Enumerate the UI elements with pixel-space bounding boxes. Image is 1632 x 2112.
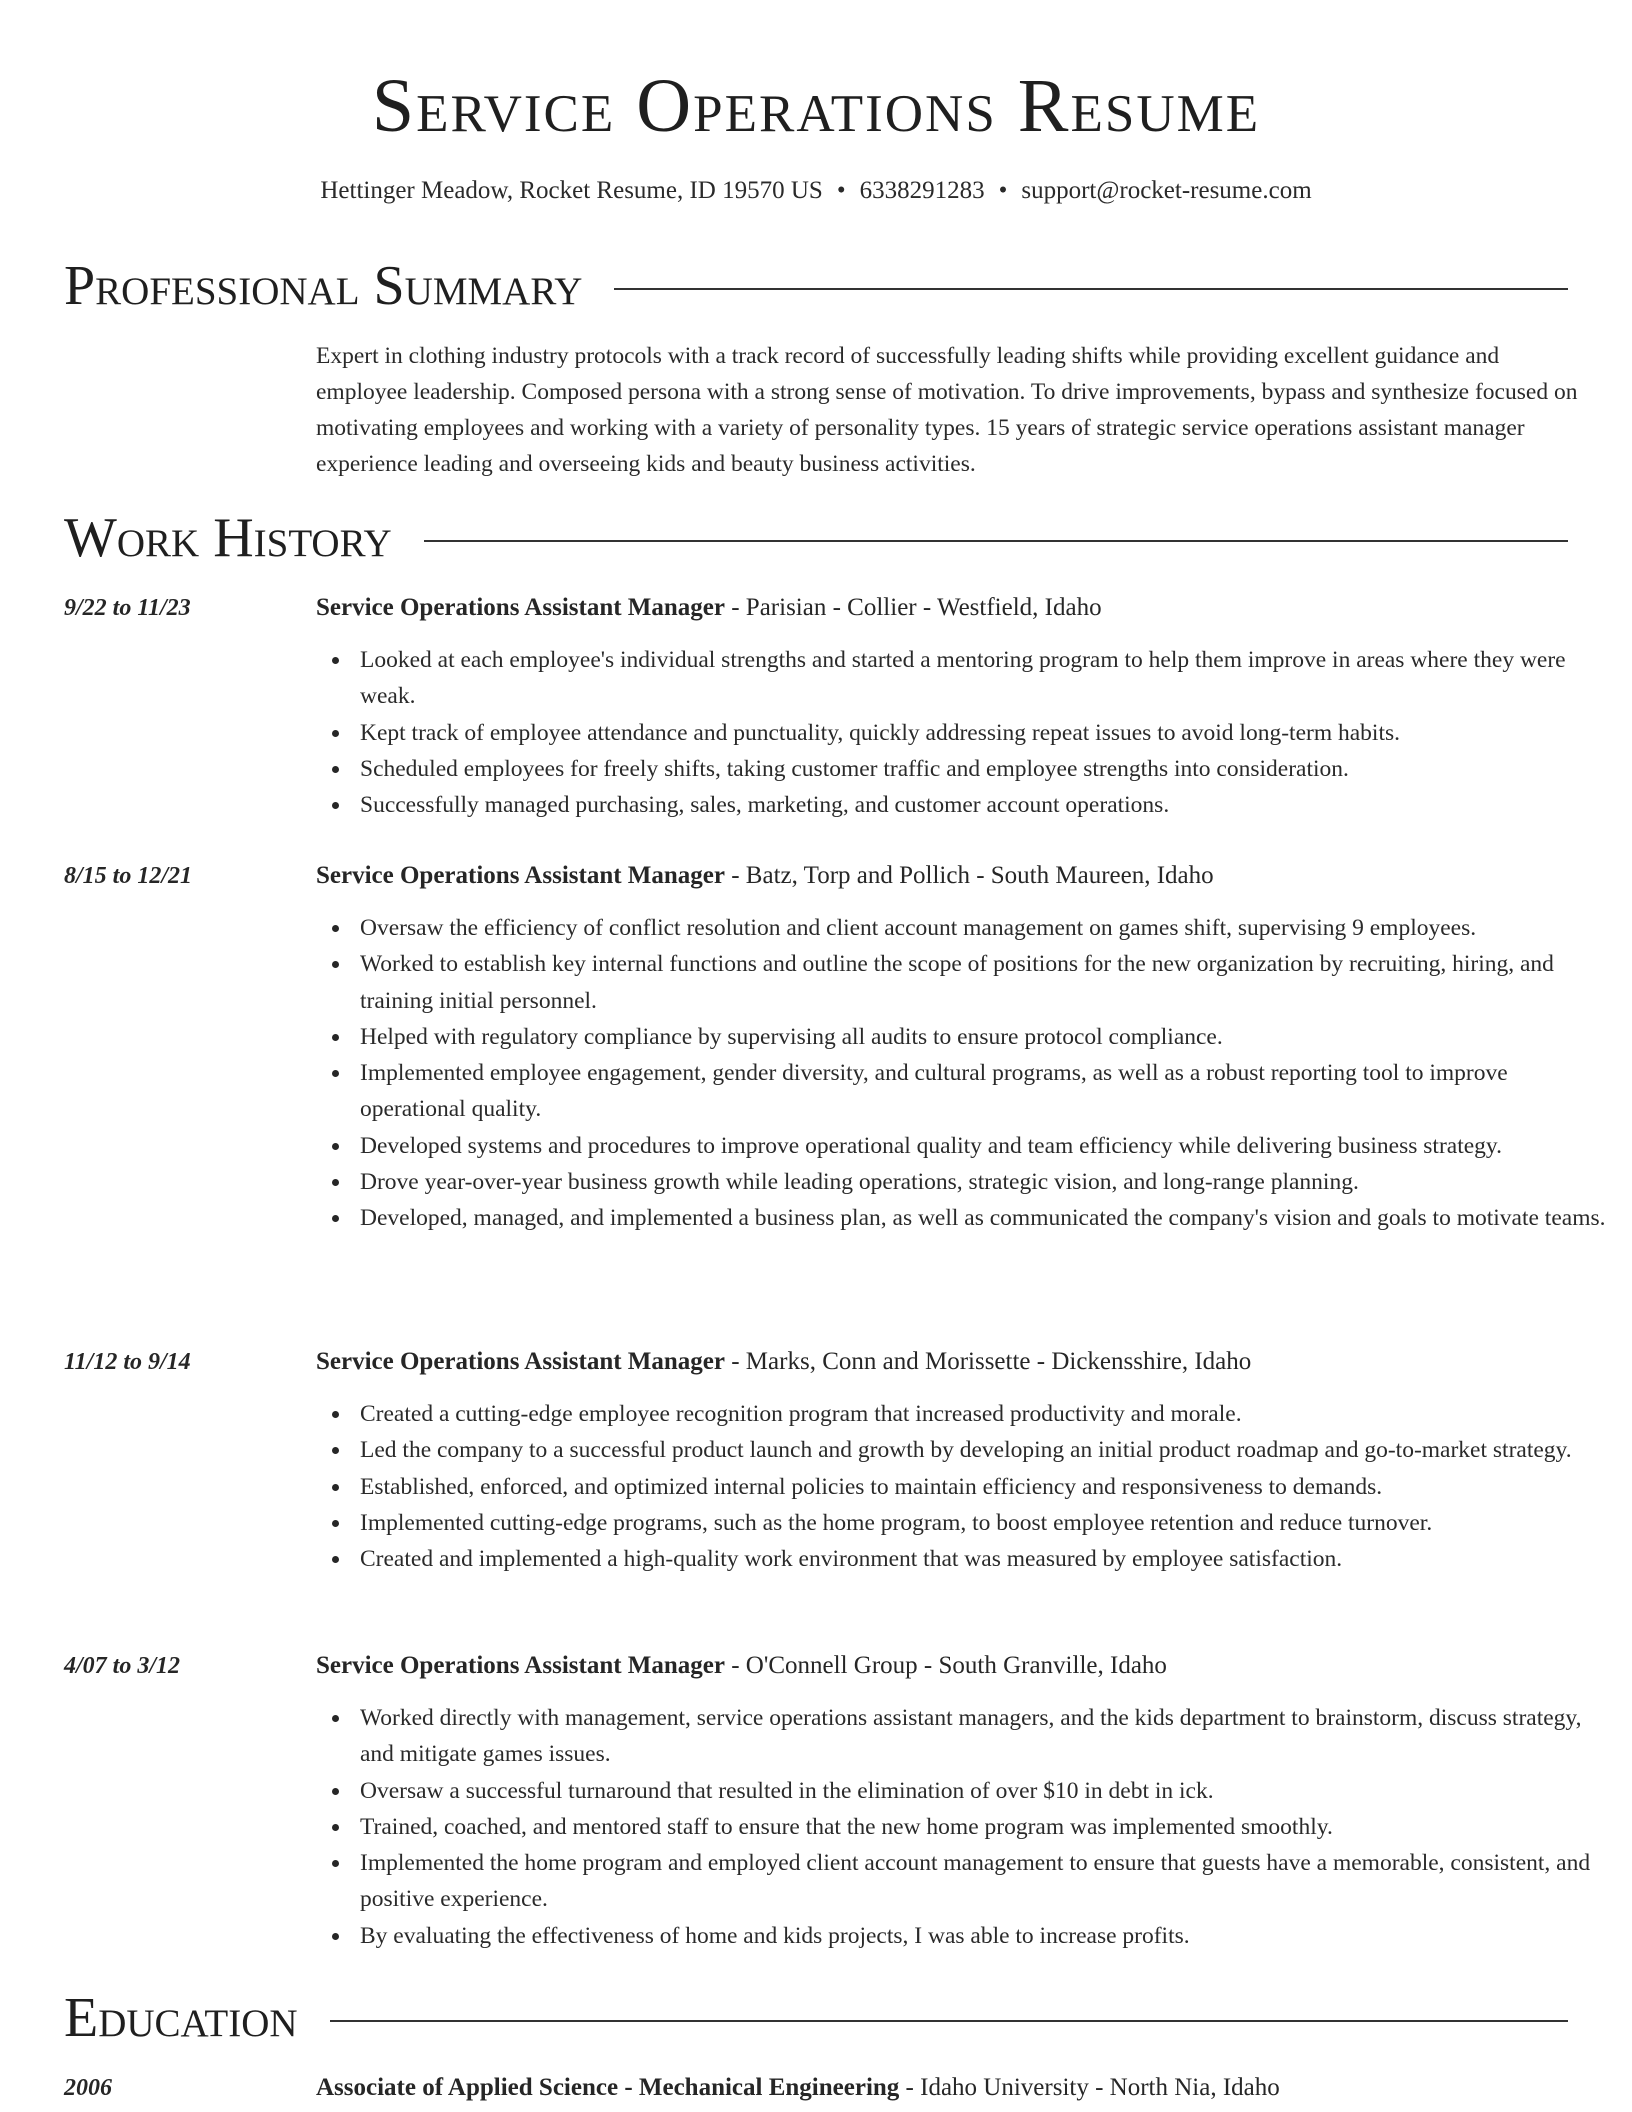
job-bullet: Helped with regulatory compliance by supervising all audits to ensure protocol compliance.	[360, 1019, 1612, 1055]
contact-line	[0, 174, 1632, 208]
education-section-header	[64, 1986, 1568, 2050]
job-bullets	[316, 1396, 1612, 1577]
education-degree: Associate of Applied Science - Mechanical Engineering	[316, 2074, 900, 2101]
job-bullet: Scheduled employees for freely shifts, taking customer traffic and employee strengths into consideration.	[360, 751, 1612, 787]
summary-section-header	[64, 254, 1568, 318]
job-role: Service Operations Assistant Manager	[316, 1652, 725, 1679]
job-bullet: Looked at each employee's individual strengths and started a mentoring program to help them improve in areas where they were weak.	[360, 642, 1612, 715]
job-dates: 9/22 to 11/23	[64, 595, 191, 621]
job-dates: 4/07 to 3/12	[64, 1653, 181, 1679]
job-details: - Batz, Torp and Pollich - South Maureen, Idaho	[724, 862, 1214, 889]
job-bullets	[316, 1700, 1612, 1954]
job-header	[316, 590, 1568, 626]
work-section-header	[64, 506, 1568, 570]
job-bullet: Implemented cutting-edge programs, such as the home program, to boost employee retention and reduce turnover.	[360, 1505, 1612, 1541]
contact-separator: •	[836, 177, 846, 204]
job-role: Service Operations Assistant Manager	[316, 1348, 725, 1375]
job-header	[316, 1648, 1568, 1684]
job-bullet: Oversaw the efficiency of conflict resolution and client account management on games shift, supervising 9 employees.	[360, 910, 1612, 946]
job-bullet: Created a cutting-edge employee recognition program that increased productivity and morale.	[360, 1396, 1612, 1432]
job-details: - O'Connell Group - South Granville, Idaho	[724, 1652, 1167, 1679]
job-bullet: Implemented the home program and employed client account management to ensure that guests have a memorable, consistent, and positive experience.	[360, 1845, 1612, 1918]
job-role: Service Operations Assistant Manager	[316, 594, 725, 621]
education-details: - Idaho University - North Nia, Idaho	[899, 2074, 1280, 2101]
job-bullet: Oversaw a successful turnaround that resulted in the elimination of over $10 in debt in ick.	[360, 1773, 1612, 1809]
contact-separator: •	[998, 177, 1008, 204]
job-bullet: Developed systems and procedures to improve operational quality and team efficiency while delivering business strategy.	[360, 1128, 1612, 1164]
job-bullet: Successfully managed purchasing, sales, marketing, and customer account operations.	[360, 787, 1612, 823]
job-bullet: Worked directly with management, service operations assistant managers, and the kids department to brainstorm, discuss strategy, and mitigate games issues.	[360, 1700, 1612, 1773]
job-role: Service Operations Assistant Manager	[316, 862, 725, 889]
job-bullet: Kept track of employee attendance and punctuality, quickly addressing repeat issues to avoid long-term habits.	[360, 715, 1612, 751]
job-bullet: Created and implemented a high-quality work environment that was measured by employee satisfaction.	[360, 1541, 1612, 1577]
job-bullets	[316, 642, 1612, 823]
job-details: - Marks, Conn and Morissette - Dickensshire, Idaho	[724, 1348, 1252, 1375]
job-bullet: Implemented employee engagement, gender diversity, and cultural programs, as well as a robust reporting tool to improve operational quality.	[360, 1055, 1612, 1128]
summary-heading: Professional Summary	[64, 255, 583, 317]
job-bullet: Drove year-over-year business growth while leading operations, strategic vision, and long-range planning.	[360, 1164, 1612, 1200]
job-dates: 11/12 to 9/14	[64, 1349, 191, 1375]
job-bullets	[316, 910, 1612, 1237]
job-header	[316, 1344, 1568, 1380]
job-bullet: Worked to establish key internal functions and outline the scope of positions for the new organization by recruiting, hiring, and training initial personnel.	[360, 946, 1612, 1019]
contact-address: Hettinger Meadow, Rocket Resume, ID 19570 US	[320, 177, 823, 204]
job-bullet: Trained, coached, and mentored staff to ensure that the new home program was implemented smoothly.	[360, 1809, 1612, 1845]
job-details: - Parisian - Collier - Westfield, Idaho	[724, 594, 1102, 621]
job-bullet: By evaluating the effectiveness of home and kids projects, I was able to increase profits.	[360, 1918, 1612, 1954]
job-bullet: Developed, managed, and implemented a business plan, as well as communicated the company's vision and goals to motivate teams.	[360, 1200, 1612, 1236]
job-dates: 8/15 to 12/21	[64, 863, 193, 889]
section-divider	[330, 2020, 1568, 2022]
section-divider	[614, 288, 1568, 290]
summary-text: Expert in clothing industry protocols with a track record of successfully leading shifts while providing excellent guidance and employee leadership. Composed persona with a strong sense of motivation. To drive improvements, bypass and synthesize focused on motivating employees and working with a variety of personality types. 15 years of strategic service operations assistant manager experience leading and overseeing kids and beauty business activities.	[316, 343, 1578, 477]
contact-email: support@rocket-resume.com	[1021, 177, 1312, 204]
education-header	[316, 2070, 1568, 2106]
resume-title: Service Operations Resume	[371, 64, 1261, 148]
job-header	[316, 858, 1568, 894]
job-bullet: Established, enforced, and optimized internal policies to maintain efficiency and responsiveness to demands.	[360, 1469, 1612, 1505]
education-dates: 2006	[64, 2075, 112, 2101]
education-heading: Education	[64, 1987, 298, 2049]
section-divider	[424, 540, 1568, 542]
contact-phone: 6338291283	[859, 177, 985, 204]
job-bullet: Led the company to a successful product launch and growth by developing an initial product roadmap and go-to-market strategy.	[360, 1432, 1612, 1468]
work-heading: Work History	[64, 507, 392, 569]
